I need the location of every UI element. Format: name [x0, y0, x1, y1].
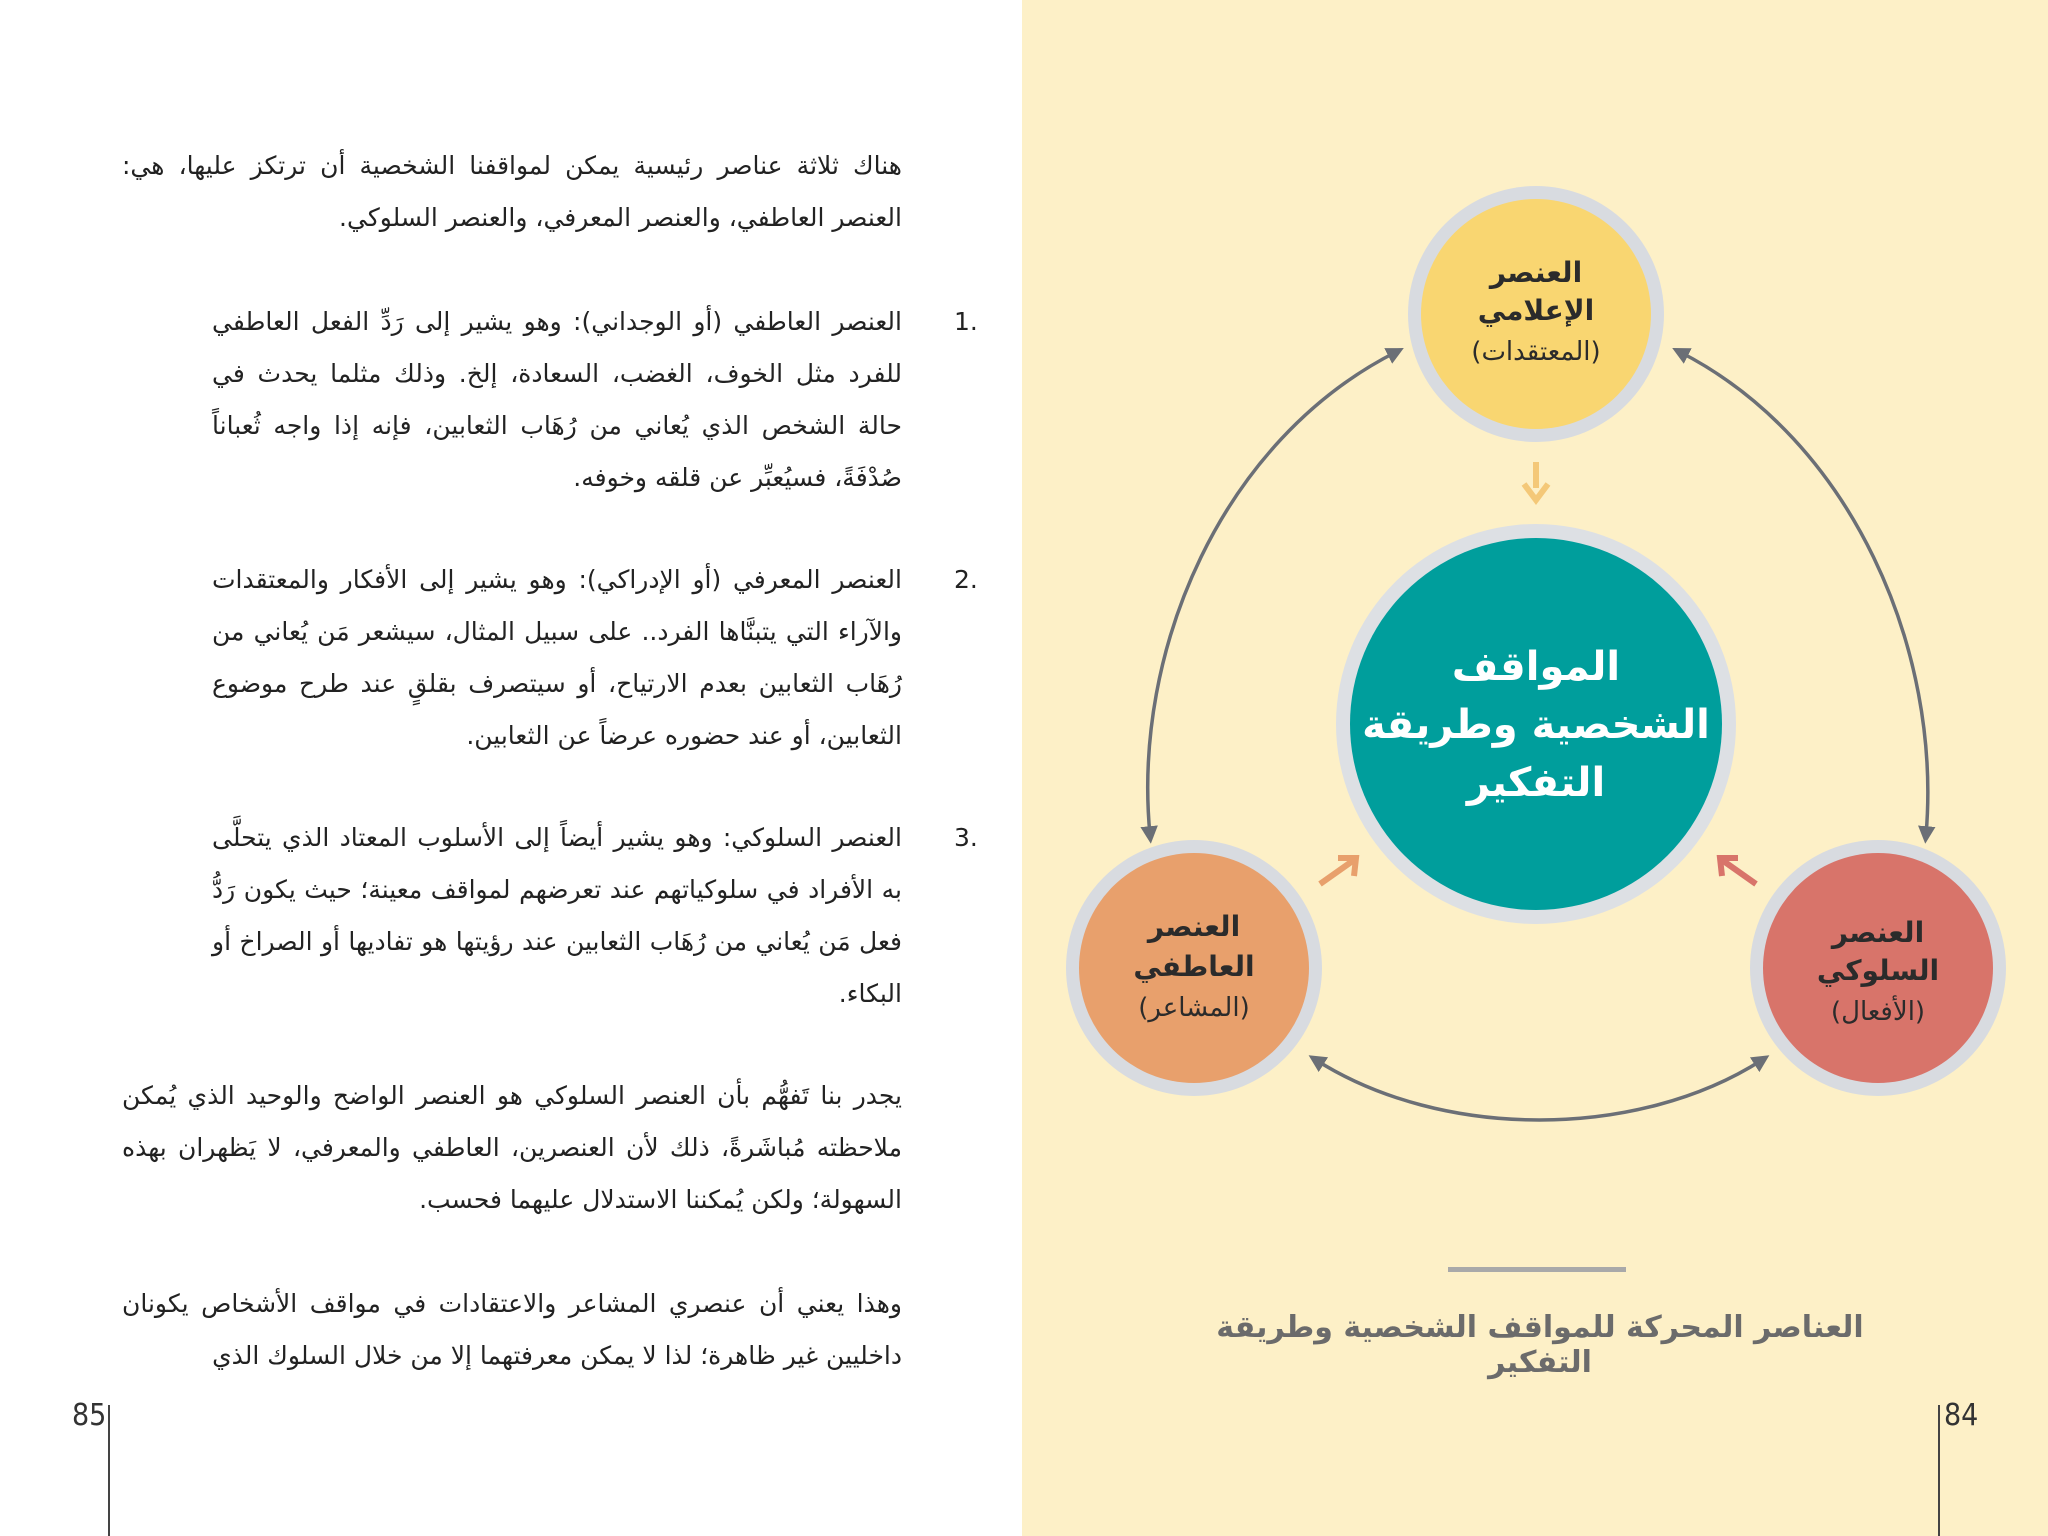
arrow-left-to-center — [1320, 858, 1356, 884]
page-number-left: 85 — [72, 1398, 107, 1433]
node-subtitle: (الأفعال) — [1830, 997, 1926, 1027]
page-rule-right — [1938, 1405, 1940, 1536]
center-line: الشخصية وطريقة — [1362, 702, 1710, 748]
list-item — [212, 296, 978, 504]
list-item-text: العنصر السلوكي: وهو يشير أيضاً إلى الأسلوب المعتاد الذي يتحلَّى به الأفراد في سلوكياتهم عند تعرضهم لمواقف معينة؛ حيث يكون رَدُّ فعل مَن يُعاني من رُهَاب الثعابين عند رؤيتها هو تفاديها أو الصراخ أو البكاء. — [212, 823, 902, 1008]
intro-paragraph: هناك ثلاثة عناصر رئيسية يمكن لمواقفنا الشخصية أن ترتكز عليها، هي: العنصر العاطفي، والعنصر المعرفي، والعنصر السلوكي. — [122, 151, 902, 232]
center-line: المواقف — [1451, 644, 1621, 690]
list-item-text: العنصر العاطفي (أو الوجداني): وهو يشير إلى رَدِّ الفعل العاطفي للفرد مثل الخوف، الغضب، السعادة، إلخ. وذلك مثلما يحدث في حالة الشخص الذي يُعاني من رُهَاب الثعابين، فإنه إذا واجه ثُعباناً صُدْفَةً، فسيُعبِّر عن قلقه وخوفه. — [212, 307, 902, 492]
list-number: 1. — [954, 307, 978, 336]
node-title: العنصر — [1489, 256, 1583, 289]
node-title: الإعلامي — [1477, 294, 1595, 327]
center-node — [1336, 524, 1736, 924]
attitude-components-diagram — [1022, 0, 2048, 1536]
node-subtitle: (المعتقدات) — [1471, 337, 1601, 367]
node-title: العنصر — [1831, 916, 1925, 949]
node-affective — [1066, 840, 1322, 1096]
node-behavioral — [1750, 840, 2006, 1096]
list-number: 3. — [954, 823, 978, 852]
page-number-right: 84 — [1944, 1398, 1979, 1433]
center-line: التفكير — [1466, 760, 1606, 806]
list-item-text: العنصر المعرفي (أو الإدراكي): وهو يشير إلى الأفكار والمعتقدات والآراء التي يتبنَّاها الفرد.. على سبيل المثال، سيشعر مَن يُعاني من رُهَاب الثعابين بعدم الارتياح، أو سيتصرف بقلقٍ عند طرح موضوع الثعابين، أو عند حضوره عرضاً عن الثعابين. — [212, 565, 902, 750]
list-item — [212, 554, 978, 762]
list-item — [212, 812, 978, 1020]
left-page — [0, 0, 1022, 1536]
arrow-right-to-center — [1720, 858, 1756, 884]
page-rule-left — [108, 1405, 110, 1536]
node-title: العنصر — [1147, 910, 1241, 943]
paragraph-continuation: وهذا يعني أن عنصري المشاعر والاعتقادات في مواقف الأشخاص يكونان داخليين غير ظاهرة؛ لذا لا يمكن معرفتهما إلا من خلال السلوك الذي — [122, 1289, 902, 1370]
node-title: السلوكي — [1816, 954, 1940, 987]
arrow-top-to-center — [1524, 462, 1548, 500]
node-subtitle: (المشاعر) — [1138, 993, 1250, 1023]
node-title: العاطفي — [1133, 950, 1255, 983]
list-number: 2. — [954, 565, 978, 594]
diagram-caption: العناصر المحركة للمواقف الشخصية وطريقة التفكير — [1216, 1310, 1864, 1380]
node-cognitive — [1408, 186, 1664, 442]
paragraph-observation: يجدر بنا تَفهُّم بأن العنصر السلوكي هو العنصر الواضح والوحيد الذي يُمكن ملاحظته مُباشَرةً، ذلك لأن العنصرين، العاطفي والمعرفي، لا يَظهران بهذه السهولة؛ ولكن يُمكننا الاستدلال عليهما فحسب. — [122, 1081, 902, 1214]
arrow-bottom — [1316, 1060, 1762, 1120]
caption-divider — [1448, 1267, 1626, 1272]
